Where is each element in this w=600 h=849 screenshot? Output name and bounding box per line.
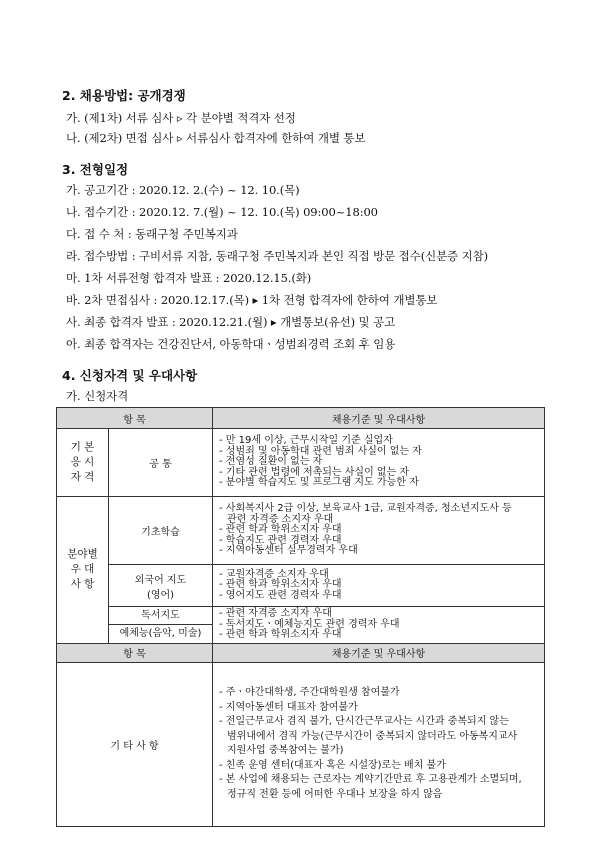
list-item: - 관련 자격증 소지자 우대	[219, 608, 332, 619]
basic-category-line: 기 본	[70, 441, 95, 453]
label-line: 외국어 지도	[134, 574, 187, 586]
label-line: (영어)	[146, 589, 175, 601]
table-header2-item: 항 목	[57, 643, 213, 662]
section-3-line-4: 라. 접수방법 : 구비서류 지참, 동래구청 주민복지과 본인 직접 방문 접수(신분증 지참)	[66, 249, 489, 263]
preferred-label-basic-learning: 기초학습	[109, 497, 213, 565]
list-item: - 성범죄 및 아동학대 관련 범죄 사실이 없는 자	[219, 445, 422, 457]
list-item: - 전일근무교사 겸직 불가, 단시간근무교사는 시간과 중복되지 않는	[219, 716, 509, 727]
other-label: 기 타 사 항	[57, 662, 213, 826]
list-item: - 교원자격증 소지자 우대	[219, 568, 329, 580]
list-item: - 사회복지사 2급 이상, 보육교사 1급, 교원자격증, 청소년지도사 등	[219, 503, 512, 515]
list-item: - 영어지도 관련 경력자 우대	[219, 589, 342, 601]
basic-category-line: 응 시	[70, 456, 95, 468]
section-3-line-5: 마. 1차 서류전형 합격자 발표 : 2020.12.15.(화)	[66, 271, 312, 285]
section-4-subtitle: 가. 신청자격	[66, 389, 129, 403]
list-item: 범위내에서 겸직 가능(근무시간이 중복되지 않더라도 아동복지교사	[227, 730, 518, 742]
label-arts: 예체능(음악, 미술)	[119, 628, 202, 640]
list-item: - 독서지도ㆍ예체능지도 관련 경력자 우대	[219, 618, 400, 630]
section-2-line-1: 가. (제1차) 서류 심사 ▹ 각 분야별 적격자 선정	[66, 111, 296, 125]
basic-category	[57, 429, 109, 497]
list-item: - 기타 관련 법령에 저촉되는 사실이 없는 자	[219, 466, 410, 478]
section-3-title: 3. 전형일정	[62, 162, 129, 177]
preferred-label-foreign-language	[109, 565, 213, 607]
list-item: - 만 19세 이상, 근무시작일 기준 실업자	[219, 435, 393, 447]
list-item: 관련 자격증 소지자 우대	[227, 513, 334, 525]
section-3-line-7: 사. 최종 합격자 발표 : 2020.12.21.(월) ▸ 개별통보(유선) 및 공고	[66, 315, 396, 329]
list-item: - 지역아동센터 실무경력자 우대	[219, 545, 358, 557]
preferred-criteria-reading-arts	[213, 607, 545, 644]
list-item: - 친족 운영 센터(대표자 혹은 시설장)로는 배치 불가	[219, 759, 446, 771]
list-item: - 관련 학과 학위소지자 우대	[219, 629, 342, 640]
list-item: 정규직 전환 등에 어떠한 우대나 보장을 하지 않음	[227, 788, 443, 800]
section-3-line-1: 가. 공고기간 : 2020.12. 2.(수) ~ 12. 10.(목)	[66, 183, 300, 197]
label-reading: 독서지도	[109, 607, 212, 625]
section-3-line-6: 바. 2차 면접심사 : 2020.12.17.(목) ▸ 1차 전형 합격자에 한하여 개별통보	[66, 293, 438, 307]
basic-criteria	[213, 429, 545, 497]
preferred-category-line: 사 항	[70, 578, 95, 591]
section-4-title: 4. 신청자격 및 우대사항	[62, 368, 198, 383]
basic-label: 공 통	[109, 429, 213, 497]
list-item: - 관련 학과 학위소지자 우대	[219, 524, 342, 536]
qualification-table	[56, 407, 545, 827]
list-item: - 전염성 질환이 없는 자	[219, 456, 323, 468]
other-criteria	[213, 662, 545, 826]
preferred-label-reading-arts	[109, 607, 213, 644]
table-header2-criteria: 채용기준 및 우대사항	[213, 643, 545, 662]
preferred-category-line: 우 대	[70, 563, 95, 576]
table-header-criteria: 채용기준 및 우대사항	[213, 408, 545, 429]
basic-category-line: 자 격	[70, 471, 95, 483]
section-2-title: 2. 채용방법: 공개경쟁	[62, 88, 186, 103]
section-2-line-2: 나. (제2차) 면접 심사 ▹ 서류심사 합격자에 한하여 개별 통보	[66, 131, 366, 145]
section-3-line-2: 나. 접수기간 : 2020.12. 7.(월) ~ 12. 10.(목) 09:00~18:00	[66, 205, 378, 219]
section-3-line-8: 아. 최종 합격자는 건강진단서, 아동학대ㆍ성범죄경력 조회 후 임용	[66, 337, 396, 351]
preferred-criteria-basic-learning	[213, 497, 545, 565]
list-item: - 학습지도 관련 경력자 우대	[219, 534, 342, 546]
list-item: - 지역아동센터 대표자 참여불가	[219, 701, 358, 713]
list-item: - 본 사업에 채용되는 근로자는 계약기간만료 후 고용관계가 소멸되며,	[219, 774, 522, 785]
list-item: 지원사업 중복참여는 불가)	[227, 745, 344, 756]
list-item: - 주ㆍ야간대학생, 주간대학원생 참여불가	[219, 687, 400, 698]
table-header-item: 항 목	[57, 408, 213, 429]
preferred-category-line: 분야별	[67, 548, 98, 561]
list-item: - 분야별 학습지도 및 프로그램 지도 가능한 자	[219, 477, 419, 489]
preferred-criteria-foreign-language	[213, 565, 545, 607]
list-item: - 관련 학과 학위소지자 우대	[219, 579, 342, 591]
preferred-category	[57, 497, 109, 644]
section-3-line-3: 다. 접 수 처 : 동래구청 주민복지과	[66, 227, 238, 241]
